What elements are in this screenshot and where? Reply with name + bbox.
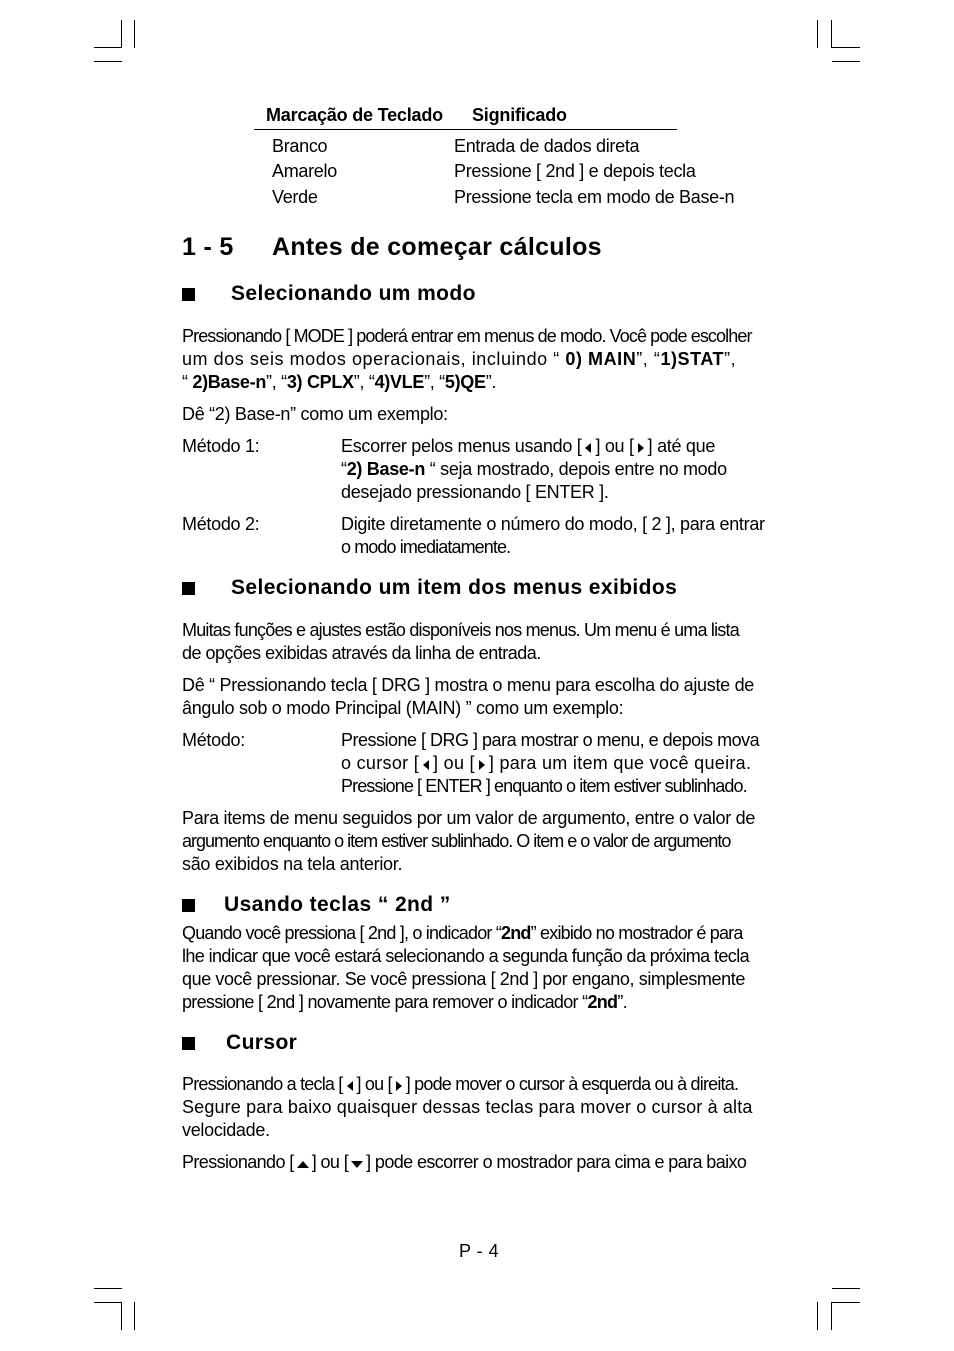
indicator-name: 2nd: [587, 992, 618, 1012]
text-span: ] pode mover o cursor à esquerda ou à direita.: [405, 1074, 739, 1094]
text-span: “: [341, 459, 347, 479]
crop-mark: [94, 47, 122, 48]
method-line: Pressione [ DRG ] para mostrar o menu, e depois mova: [341, 730, 760, 750]
text-span: ”, “: [266, 372, 287, 392]
text-span: Pressionando [: [182, 1152, 294, 1172]
subsection-heading: Usando teclas “ 2nd ”: [224, 893, 451, 916]
method-line: [341, 752, 751, 776]
paragraph-line: argumento enquanto o item estiver sublinhado. O item e o valor de argumento: [182, 831, 731, 851]
mode-name: 2)Base-n: [192, 372, 267, 392]
paragraph-line: [182, 371, 496, 394]
text-span: ”, “: [424, 372, 445, 392]
method-line: desejado pressionando [ ENTER ].: [341, 482, 609, 502]
paragraph-line: [182, 922, 743, 945]
table-row-meaning: Entrada de dados direta: [454, 136, 640, 156]
paragraph-line: Pressionando [ MODE ] poderá entrar em menus de modo. Você pode escolher: [182, 326, 752, 346]
crop-mark: [94, 1288, 122, 1289]
crop-mark: [94, 1302, 122, 1303]
text-span: ”,: [724, 349, 737, 369]
method-line: o modo imediatamente.: [341, 537, 511, 557]
text-span: Escorrer pelos menus usando [: [341, 436, 582, 456]
crop-mark: [817, 1302, 818, 1330]
text-span: Quando você pressiona [ 2nd ], o indicador “: [182, 923, 502, 943]
section-title: Antes de começar cálculos: [272, 233, 602, 261]
crop-mark: [134, 1302, 135, 1330]
method-line: [341, 435, 715, 459]
paragraph-line: Segure para baixo quaisquer dessas teclas para mover o cursor à alta: [182, 1097, 753, 1117]
arrow-left-icon: [585, 436, 591, 459]
paragraph-line: Muitas funções e ajustes estão disponíveis nos menus. Um menu é uma lista: [182, 620, 739, 640]
crop-mark: [831, 20, 832, 48]
text-span: ] até que: [647, 436, 716, 456]
table-row-key: Branco: [272, 136, 328, 156]
bullet-square-icon: [182, 582, 195, 595]
arrow-right-icon: [638, 436, 644, 459]
method-label: Método 1:: [182, 436, 260, 456]
text-span: ] pode escorrer o mostrador para cima e para baixo: [366, 1152, 747, 1172]
paragraph-line: [182, 1073, 738, 1097]
table-row-key: Verde: [272, 187, 318, 207]
paragraph-line: [182, 1151, 746, 1175]
mode-name: 4)VLE: [374, 372, 425, 392]
text-span: pressione [ 2nd ] novamente para remover o indicador “: [182, 992, 588, 1012]
mode-name: 1)STAT: [660, 349, 725, 369]
text-span: ” exibido no mostrador é para: [530, 923, 743, 943]
text-span: o cursor [: [341, 753, 420, 773]
crop-mark: [121, 1302, 122, 1330]
mode-name: 0) MAIN: [565, 349, 637, 369]
crop-mark: [832, 1288, 860, 1289]
method-label: Método 2:: [182, 514, 260, 534]
text-span: ”, “: [636, 349, 661, 369]
bullet-square-icon: [182, 288, 195, 301]
method-label: Método:: [182, 730, 245, 750]
arrow-down-icon: [351, 1152, 363, 1175]
text-span: Pressionando a tecla [: [182, 1074, 343, 1094]
table-header-key: Marcação de Teclado: [266, 105, 443, 125]
mode-name: 3) CPLX: [286, 372, 354, 392]
text-span: ] ou [: [595, 436, 634, 456]
text-span: um dos seis modos operacionais, incluindo “: [182, 349, 566, 369]
example-line: Dê “2) Base-n” como um exemplo:: [182, 404, 448, 424]
text-span: “: [182, 372, 193, 392]
arrow-right-icon: [396, 1074, 402, 1097]
table-row-meaning: Pressione [ 2nd ] e depois tecla: [454, 161, 696, 181]
crop-mark: [832, 61, 860, 62]
paragraph-line: [182, 991, 627, 1014]
table-header-meaning: Significado: [472, 105, 567, 125]
table-row-meaning: Pressione tecla em modo de Base-n: [454, 187, 735, 207]
paragraph-line: velocidade.: [182, 1120, 270, 1140]
crop-mark: [134, 20, 135, 48]
crop-mark: [94, 61, 122, 62]
text-span: ”, “: [353, 372, 375, 392]
method-line: [341, 458, 727, 481]
bullet-square-icon: [182, 1037, 195, 1050]
text-span: ”.: [617, 992, 627, 1012]
paragraph-line: ângulo sob o modo Principal (MAIN) ” como um exemplo:: [182, 698, 624, 718]
mode-name: 2) Base-n: [346, 459, 426, 479]
paragraph-line: Para items de menu seguidos por um valor de argumento, entre o valor de: [182, 808, 756, 828]
table-header-rule: [254, 129, 677, 130]
paragraph-line: que você pressionar. Se você pressiona [ 2nd ] por engano, simplesmente: [182, 969, 745, 989]
text-span: ] ou [: [356, 1074, 392, 1094]
crop-mark: [121, 20, 122, 48]
arrow-left-icon: [423, 753, 429, 776]
text-span: “ seja mostrado, depois entre no modo: [425, 459, 727, 479]
subsection-heading: Selecionando um item dos menus exibidos: [231, 576, 678, 599]
page-number: P - 4: [459, 1241, 500, 1261]
mode-name: 5)QE: [444, 372, 486, 392]
arrow-right-icon: [479, 753, 485, 776]
text-span: ”.: [485, 372, 497, 392]
crop-mark: [831, 1302, 832, 1330]
paragraph-line: [182, 348, 736, 371]
arrow-left-icon: [347, 1074, 353, 1097]
section-number: 1 - 5: [182, 233, 234, 261]
paragraph-line: de opções exibidas através da linha de entrada.: [182, 643, 541, 663]
arrow-up-icon: [297, 1152, 309, 1175]
bullet-square-icon: [182, 899, 195, 912]
indicator-name: 2nd: [501, 923, 531, 943]
method-line: Digite diretamente o número do modo, [ 2 ], para entrar: [341, 514, 765, 534]
paragraph-line: são exibidos na tela anterior.: [182, 854, 403, 874]
paragraph-line: lhe indicar que você estará selecionando a segunda função da próxima tecla: [182, 946, 750, 966]
subsection-heading: Cursor: [226, 1031, 298, 1054]
text-span: ] ou [: [311, 1152, 349, 1172]
method-line: Pressione [ ENTER ] enquanto o item estiver sublinhado.: [341, 776, 747, 796]
subsection-heading: Selecionando um modo: [231, 282, 476, 305]
crop-mark: [832, 47, 860, 48]
text-span: ] para um item que você queira.: [488, 753, 752, 773]
crop-mark: [817, 20, 818, 48]
paragraph-line: Dê “ Pressionando tecla [ DRG ] mostra o menu para escolha do ajuste de: [182, 675, 755, 695]
crop-mark: [832, 1302, 860, 1303]
text-span: ] ou [: [433, 753, 475, 773]
table-row-key: Amarelo: [272, 161, 337, 181]
